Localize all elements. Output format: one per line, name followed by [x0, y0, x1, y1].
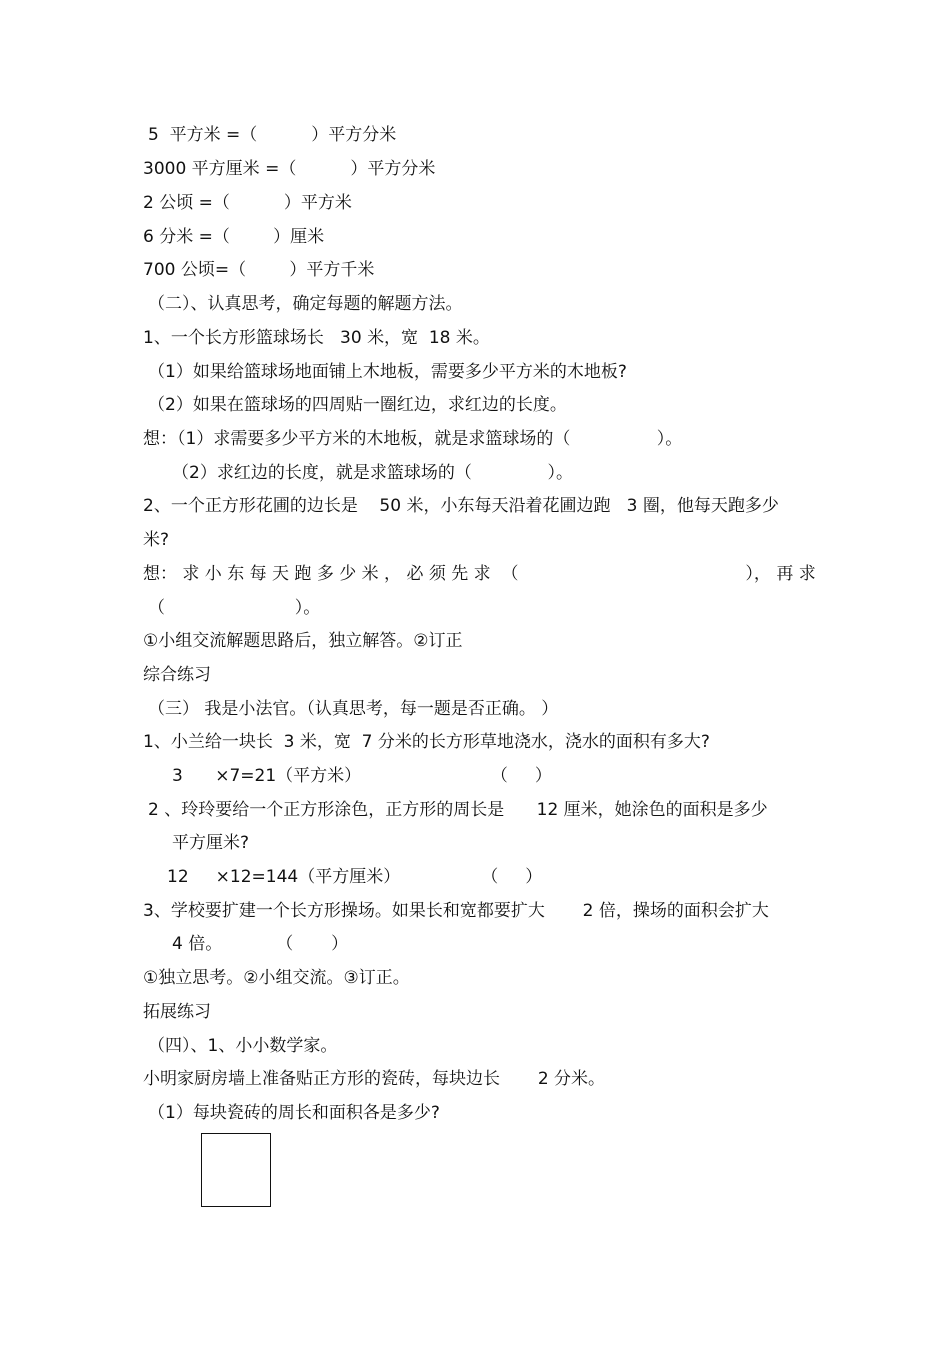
judge-problem-2: 2 、玲玲要给一个正方形涂色，正方形的周长是 12 厘米，她涂色的面积是多少 [148, 800, 768, 820]
section-3-heading: （三） 我是小法官。（认真思考，每一题是否正确。 ） [148, 699, 559, 719]
tile-problem-text: 小明家厨房墙上准备贴正方形的瓷砖，每块边长 2 分米。 [143, 1069, 606, 1089]
section-4-heading: （四）、1、小小数学家。 [148, 1036, 338, 1056]
conversion-line-4: 6 分米 =（ ）厘米 [143, 227, 325, 247]
instruction-line-1: ①小组交流解题思路后，独立解答。②订正 [143, 631, 463, 651]
problem-1-think-2: （2）求红边的长度，就是求篮球场的（ ）。 [172, 463, 573, 483]
problem-2-think-cont: （ ）。 [148, 598, 321, 618]
problem-1-question-1: （1）如果给篮球场地面铺上木地板，需要多少平方米的木地板? [148, 362, 627, 382]
problem-2-text: 2、一个正方形花圃的边长是 50 米，小东每天沿着花圃边跑 3 圈，他每天跑多少 [143, 496, 779, 516]
problem-1-text: 1、一个长方形篮球场长 30 米，宽 18 米。 [143, 328, 490, 348]
judge-problem-2-cont: 平方厘米? [172, 833, 250, 853]
problem-2-think: 想： 求 小 东 每 天 跑 多 少 米 ， 必 须 先 求 （ ）， 再 求 [143, 564, 816, 584]
square-tile-figure [201, 1133, 271, 1207]
tile-problem-question-1: （1）每块瓷砖的周长和面积各是多少? [148, 1103, 440, 1123]
judge-problem-3: 3、学校要扩建一个长方形操场。如果长和宽都要扩大 2 倍，操场的面积会扩大 [143, 901, 769, 921]
judge-problem-2-answer: 12 ×12=144（平方厘米） （ ） [167, 867, 543, 887]
conversion-line-1: 5 平方米 =（ ）平方分米 [148, 125, 397, 145]
section-2-heading: （二）、认真思考，确定每题的解题方法。 [148, 294, 463, 314]
section-heading-extension: 拓展练习 [143, 1002, 211, 1022]
section-heading-comprehensive: 综合练习 [143, 665, 211, 685]
conversion-line-5: 700 公顷=（ ）平方千米 [143, 260, 375, 280]
judge-problem-1-answer: 3 ×7=21（平方米） （ ） [172, 766, 552, 786]
problem-2-text-cont: 米? [143, 530, 170, 550]
instruction-line-2: ①独立思考。②小组交流。③订正。 [143, 968, 410, 988]
conversion-line-3: 2 公顷 =（ ）平方米 [143, 193, 352, 213]
problem-1-think-1: 想：（1）求需要多少平方米的木地板，就是求篮球场的（ ）。 [143, 429, 683, 449]
problem-1-question-2: （2）如果在篮球场的四周贴一圈红边，求红边的长度。 [148, 395, 567, 415]
judge-problem-3-cont: 4 倍。 （ ） [172, 934, 349, 954]
judge-problem-1: 1、小兰给一块长 3 米，宽 7 分米的长方形草地浇水，浇水的面积有多大? [143, 732, 710, 752]
conversion-line-2: 3000 平方厘米 =（ ）平方分米 [143, 159, 436, 179]
